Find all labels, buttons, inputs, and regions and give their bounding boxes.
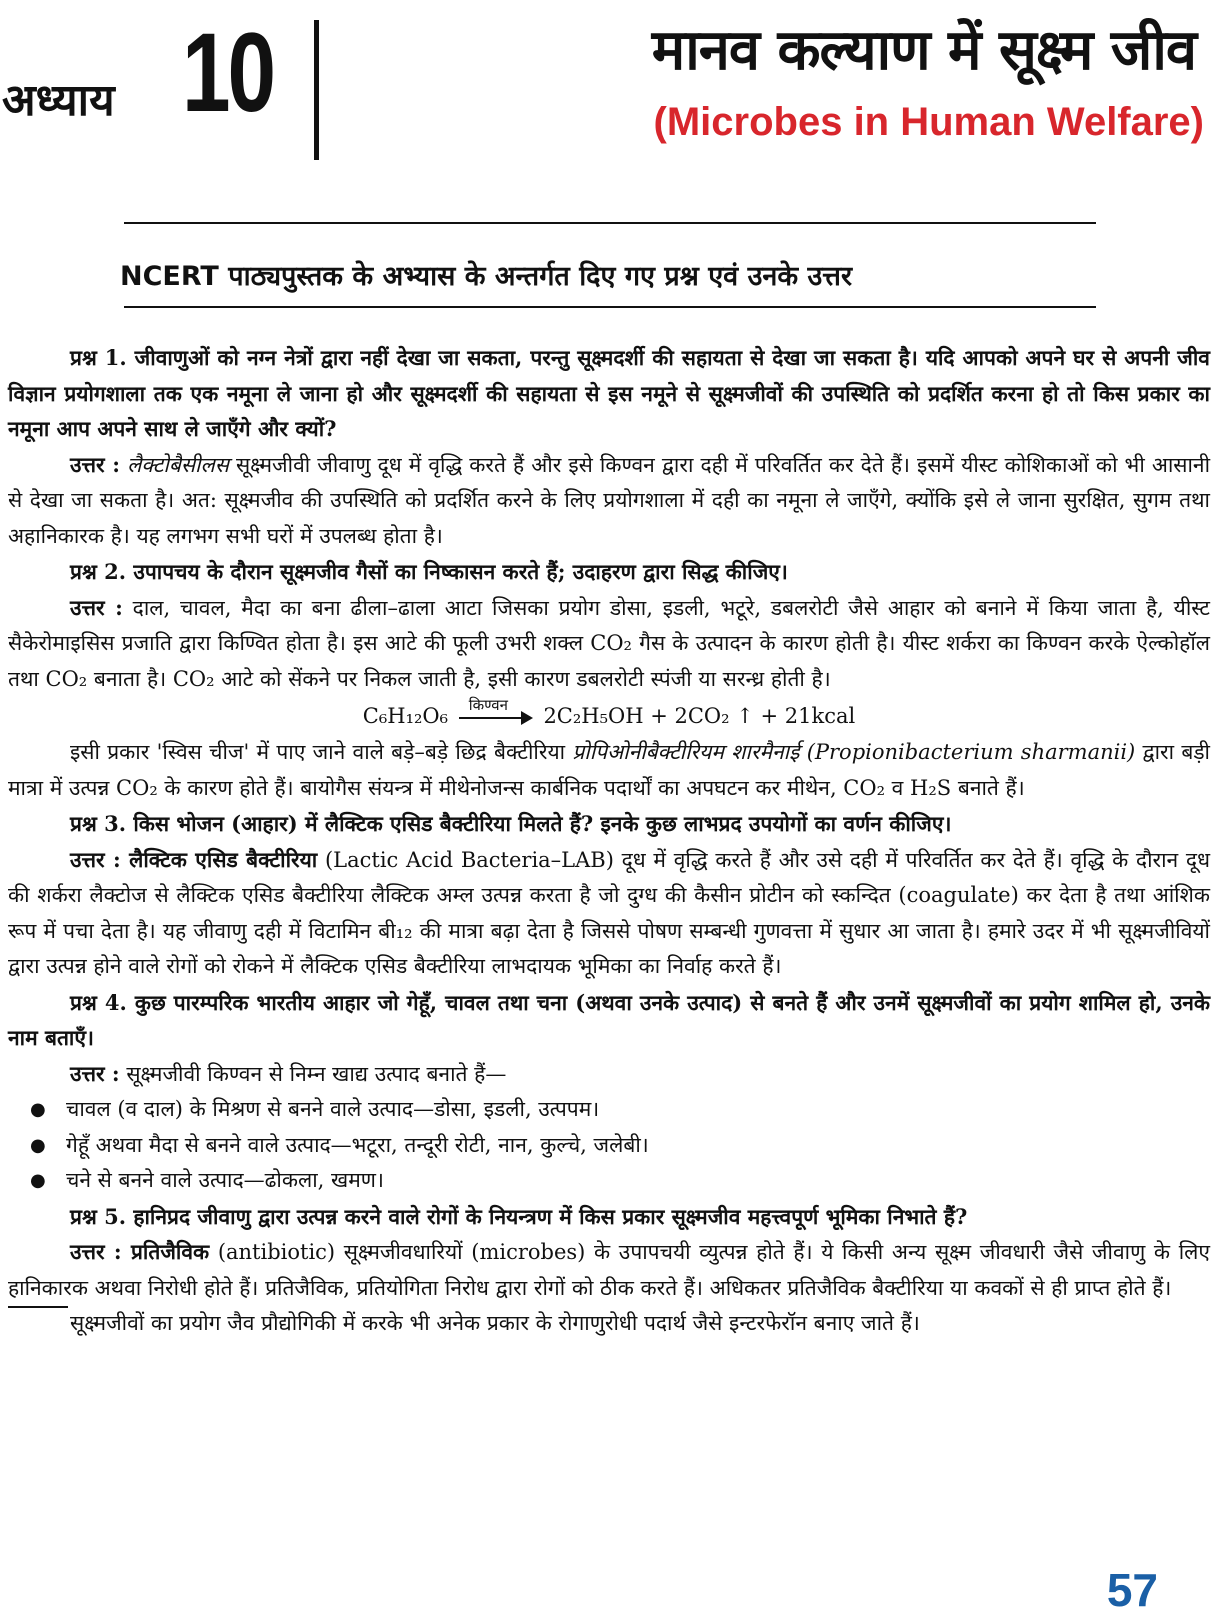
answer-5-last-line: सूक्ष्मजीवों का प्रयोग जैव प्रौद्योगिकी में करके भी अनेक प्रकार के रोगाणुरोधी पदार्थ जैसे इन्टरफेरॉन बनाए जाते हैं।: [8, 1306, 1210, 1342]
answer-label: उत्तर : प्रतिजैविक: [70, 1239, 210, 1264]
reaction-arrow: [459, 695, 533, 728]
chapter-title-english: (Microbes in Human Welfare): [653, 100, 1204, 144]
question-3: प्रश्न 3. किस भोजन (आहार) में लैक्टिक एसिड बैक्टीरिया मिलते हैं? इनके कुछ लाभप्रद उपयोगों का वर्णन कीजिए।: [70, 811, 952, 836]
chapter-header: [0, 0, 1218, 170]
section-title: NCERT पाठ्यपुस्तक के अभ्यास के अन्तर्गत दिए गए प्रश्न एवं उनके उत्तर: [120, 261, 852, 292]
scientific-name: प्रोपिओनीबैक्टीरियम शारमैनाई (Propionibacterium sharmanii): [572, 740, 1136, 764]
scientific-name: लैक्टोबैसीलस: [127, 452, 229, 477]
top-rule: [124, 222, 1096, 224]
arrow-line: [459, 717, 525, 719]
list-item: ● चने से बनने वाले उत्पाद—ढोकला, खमण।: [8, 1163, 1210, 1199]
list-item: ● गेहूँ अथवा मैदा से बनने वाले उत्पाद—भटूरा, तन्दूरी रोटी, नान, कुल्चे, जलेबी।: [8, 1128, 1210, 1164]
page-content: [8, 340, 1210, 1342]
answer-text: (Lactic Acid Bacteria–LAB) दूध में वृद्धि करते हैं और उसे दही में परिवर्तित कर देते हैं। वृद्धि के दौरान दूध की शर्करा लैक्टोज से लैक्टिक एसिड बैक्टीरिया लैक्टिक अम्ल उत्पन्न करता है जो दुग्ध की कैसीन प्रोटीन को स्कन्दित (coagulate) कर देता है तथा आंशिक रूप में पचा देता है। यह जीवाणु दही में विटामिन बी₁₂ की मात्रा बढ़ा देता है जिससे पोषण सम्बन्धी गुणवत्ता में सुधार आ जाता है। हमारे उदर में भी सूक्ष्मजीवियों द्वारा उत्पन्न होने वाले रोगों को रोकने में लैक्टिक एसिड बैक्टीरिया लाभदायक भूमिका का निर्वाह करते हैं।: [8, 847, 1210, 978]
question-5: प्रश्न 5. हानिप्रद जीवाणु द्वारा उत्पन्न करने वाले रोगों के नियन्त्रण में किस प्रकार सूक्ष्मजीव महत्त्वपूर्ण भूमिका निभाते हैं?: [70, 1203, 968, 1229]
answer-label: उत्तर :: [70, 594, 123, 620]
chapter-title-hindi: मानव कल्याण में सूक्ष्म जीव: [651, 18, 1196, 83]
para-text: द्वारा बड़ी मात्रा में उत्पन्न CO₂ के कारण होते हैं। बायोगैस संयन्त्र में मीथेनोजन्स कार्बनिक पदार्थों का अपघटन कर मीथेन, CO₂ व H₂S बनाते हैं।: [8, 740, 1210, 800]
fermentation-equation: [8, 697, 1210, 735]
equation-reactant: C₆H₁₂O₆: [362, 704, 449, 728]
answer-text: सूक्ष्मजीवी किण्वन से निम्न खाद्य उत्पाद बनाते हैं—: [119, 1061, 507, 1086]
answer-label: उत्तर : लैक्टिक एसिड बैक्टीरिया: [70, 846, 318, 872]
para-text: इसी प्रकार 'स्विस चीज' में पाए जाने वाले बड़े–बड़े छिद्र बैक्टीरिया: [70, 740, 573, 764]
question-4: प्रश्न 4. कुछ पारम्परिक भारतीय आहार जो गेहूँ, चावल तथा चना (अथवा उनके उत्पाद) से बनते हैं और उनमें सूक्ष्मजीवों का प्रयोग शामिल हो, उनके नाम बताएँ।: [8, 989, 1210, 1050]
answer-5: [8, 1234, 1210, 1306]
chapter-number: 10: [182, 10, 273, 135]
answer-3: [8, 842, 1210, 985]
list-item: ● चावल (व दाल) के मिश्रण से बनने वाले उत्पाद—डोसा, इडली, उत्पपम।: [8, 1092, 1210, 1128]
answer-1: [8, 447, 1210, 555]
equation-products: 2C₂H₅OH + 2CO₂ ↑ + 21kcal: [543, 704, 856, 728]
chapter-divider: [314, 20, 319, 160]
answer-label: उत्तर :: [70, 451, 121, 477]
answer-text: सूक्ष्मजीवी जीवाणु दूध में वृद्धि करते हैं और इसे किण्वन द्वारा दही में परिवर्तित कर देते हैं। इसमें यीस्ट कोशिकाओं को भी आसानी से देखा जा सकता है। अत: सूक्ष्मजीव की उपस्थिति को प्रदर्शित करने के लिए प्रयोगशाला में दही का नमूना ले जाएँगे, क्योंकि इसे ले जाना सुरक्षित, सुगम तथा अहानिकारक है। यह लगभग सभी घरों में उपलब्ध होता है।: [8, 452, 1211, 548]
question-2: प्रश्न 2. उपापचय के दौरान सूक्ष्मजीव गैसों का निष्कासन करते हैं; उदाहरण द्वारा सिद्ध कीजिए।: [70, 559, 788, 584]
question-1: प्रश्न 1. जीवाणुओं को नग्न नेत्रों द्वारा नहीं देखा जा सकता, परन्तु सूक्ष्मदर्शी की सहायता से देखा जा सकता है। यदि आपको अपने घर से अपनी जीव विज्ञान प्रयोगशाला तक एक नमूना ले जाना हो और सूक्ष्मदर्शी की सहायता से इस नमूने से सूक्ष्मजीवों की उपस्थिति को प्रदर्शित करना हो तो किस प्रकार का नमूना आप अपने साथ ले जाएँगे और क्यों?: [8, 345, 1210, 441]
page-number: 57: [1106, 1564, 1158, 1616]
answer-2: [8, 590, 1210, 698]
arrow-label: किण्वन: [468, 695, 508, 714]
answer-2-para-2: [8, 735, 1210, 806]
arrow-head-icon: [521, 711, 533, 725]
chapter-label: अध्याय: [2, 75, 115, 126]
answer-text: दाल, चावल, मैदा का बना ढीला–ढाला आटा जिसका प्रयोग डोसा, इडली, भटूरे, डबलरोटी जैसे आहार को बनाने में किया जाता है, यीस्ट सैकेरोमाइसिस प्रजाति द्वारा किण्वित होता है। इस आटे की फूली उभरी शक्ल CO₂ गैस के उत्पादन के कारण होती है। यीस्ट शर्करा का किण्वन करके ऐल्कोहॉल तथा CO₂ बनाता है। CO₂ आटे को सेंकने पर निकल जाती है, इसी कारण डबलरोटी स्पंजी या सरन्ध्र होती है।: [8, 595, 1211, 691]
answer-text: (antibiotic) सूक्ष्मजीवधारियों (microbes) के उपापचयी व्युत्पन्न होते हैं। ये किसी अन्य सूक्ष्म जीवधारी जैसे जीवाणु के लिए हानिकारक अथवा निरोधी होते हैं। प्रतिजैविक, प्रतियोगिता निरोध द्वारा रोगों को ठीक करते हैं। अधिकतर प्रतिजैविक बैक्टीरिया या कवकों से ही प्राप्त होते हैं।: [8, 1240, 1210, 1300]
answer-4: [8, 1056, 1210, 1093]
answer-label: उत्तर :: [70, 1060, 120, 1086]
bottom-rule: [124, 306, 1096, 308]
